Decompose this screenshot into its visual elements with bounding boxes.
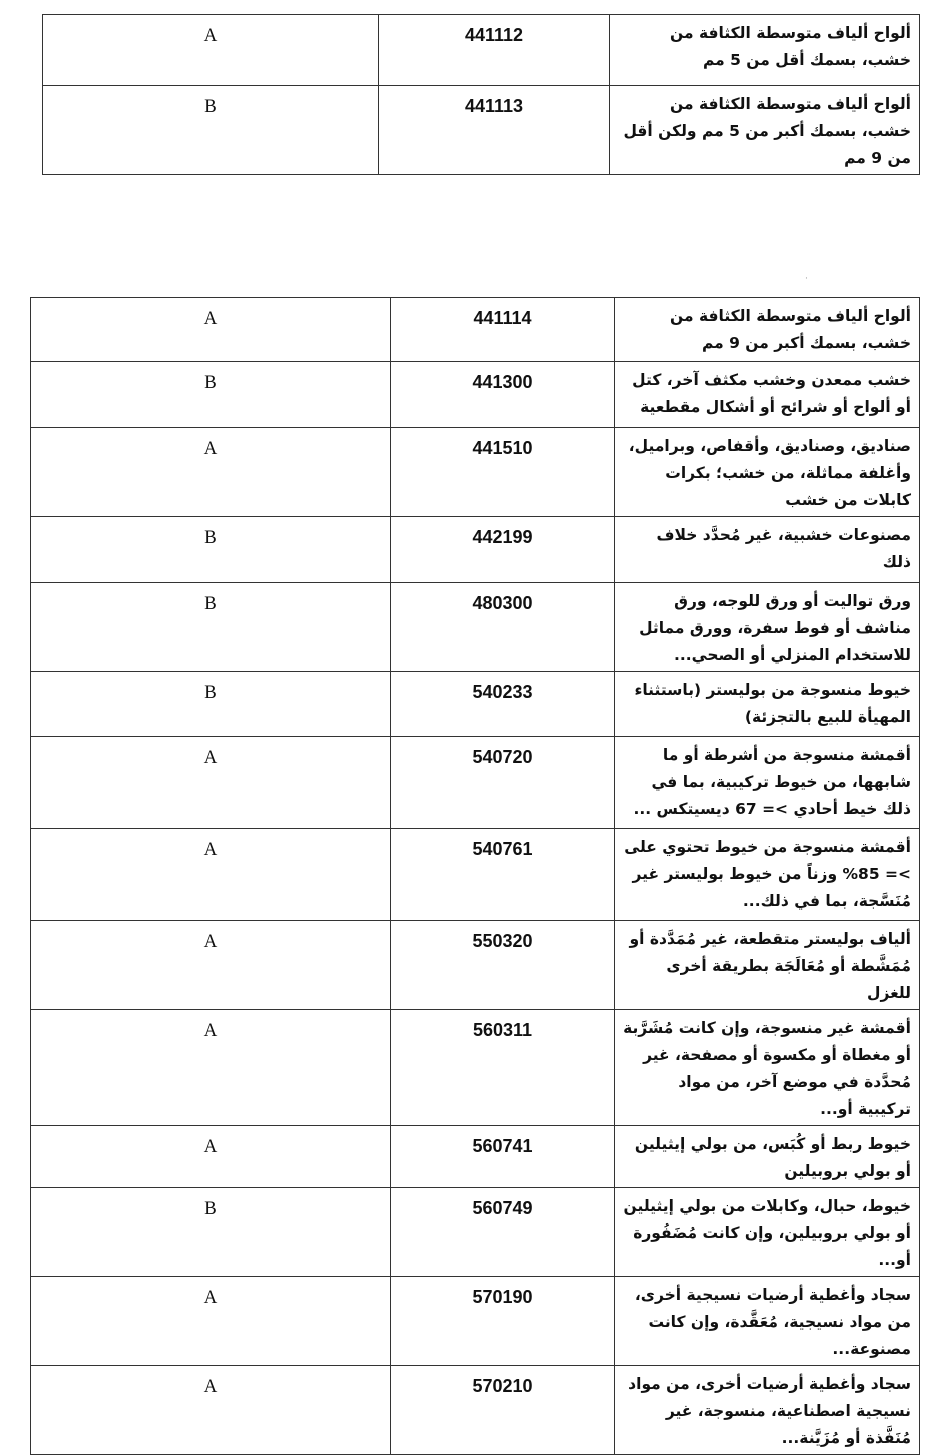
table-row [31,1277,920,1366]
hs-code-cell: 560311 [391,1010,615,1126]
description-cell: أقمشة غير منسوجة، وإن كانت مُشَرَّبة أو مغطاة أو مكسوة أو مصفحة، غير مُحدَّدة في موضع آخر، من مواد تركيبية أو... [615,1010,920,1126]
table-row [31,1188,920,1277]
hs-code-cell: 441300 [391,362,615,428]
category-cell: A [31,1277,391,1366]
hs-code-cell: 442199 [391,517,615,583]
table-row [31,517,920,583]
hs-code-cell: 540233 [391,672,615,737]
category-cell: A [31,298,391,362]
hs-code-cell: 540761 [391,829,615,921]
table-row [43,86,920,175]
hs-code-cell: 560749 [391,1188,615,1277]
category-cell: B [31,517,391,583]
table-row [31,1010,920,1126]
hs-code-cell: 441114 [391,298,615,362]
description-cell: ألواح ألياف متوسطة الكثافة من خشب، بسمك أكبر من 9 مم [615,298,920,362]
category-cell: A [31,921,391,1010]
hs-code-cell: 560741 [391,1126,615,1188]
hs-code-cell: 480300 [391,583,615,672]
category-cell: B [31,362,391,428]
tariff-table-main [30,297,920,1455]
description-cell: صناديق، وصناديق، وأقفاص، وبراميل، وأغلفة مماثلة، من خشب؛ بكرات كابلات من خشب [615,428,920,517]
category-cell: A [31,428,391,517]
category-cell: A [31,1126,391,1188]
category-cell: A [31,829,391,921]
description-cell: ورق تواليت أو ورق للوجه، ورق مناشف أو فوط سفرة، وورق مماثل للاستخدام المنزلي أو الصحي... [615,583,920,672]
table-row [31,362,920,428]
description-cell: أقمشة منسوجة من أشرطة أو ما شابهها، من خيوط تركيبية، بما في ذلك خيط أحادي >= 67 ديسيتكس ... [615,737,920,829]
description-cell: ألواح ألياف متوسطة الكثافة من خشب، بسمك أكبر من 5 مم ولكن أقل من 9 مم [610,86,920,175]
description-cell: أقمشة منسوجة من خيوط تحتوي على >= 85% وزناً من خيوط بوليستر غير مُنَسَّجة، بما في ذلك... [615,829,920,921]
table-row [31,921,920,1010]
category-cell: B [31,583,391,672]
table-row [31,672,920,737]
category-cell: B [31,672,391,737]
hs-code-cell: 540720 [391,737,615,829]
description-cell: خيوط ربط أو كُبَس، من بولي إيثيلين أو بولي بروبيلين [615,1126,920,1188]
category-cell: B [43,86,379,175]
table-row [31,829,920,921]
description-cell: سجاد وأغطية أرضيات نسيجية أخرى، من مواد نسيجية، مُعَقَّدة، وإن كانت مصنوعة... [615,1277,920,1366]
table-row [31,1126,920,1188]
description-cell: خيوط منسوجة من بوليستر (باستثناء المهيأة للبيع بالتجزئة) [615,672,920,737]
category-cell: B [31,1188,391,1277]
description-cell: ألياف بوليستر متقطعة، غير مُمَدَّدة أو مُمَشَّطة أو مُعَالَجَة بطريقة أخرى للغزل [615,921,920,1010]
description-cell: خيوط، حبال، وكابلات من بولي إيثيلين أو بولي بروبيلين، وإن كانت مُضَفُورة أو... [615,1188,920,1277]
description-cell: ألواح ألياف متوسطة الكثافة من خشب، بسمك أقل من 5 مم [610,15,920,86]
hs-code-cell: 441113 [379,86,610,175]
hs-code-cell: 441510 [391,428,615,517]
table-row [31,1366,920,1455]
description-cell: خشب ممعدن وخشب مكثف آخر، كتل أو ألواح أو شرائح أو أشكال مقطعية [615,362,920,428]
hs-code-cell: 550320 [391,921,615,1010]
table-row [31,583,920,672]
description-cell: مصنوعات خشبية، غير مُحدَّد خلاف ذلك [615,517,920,583]
table-row [31,428,920,517]
scan-speck: · [805,274,808,284]
hs-code-cell: 570190 [391,1277,615,1366]
hs-code-cell: 570210 [391,1366,615,1455]
category-cell: A [43,15,379,86]
table-row [31,298,920,362]
category-cell: A [31,1010,391,1126]
hs-code-cell: 441112 [379,15,610,86]
tariff-table-top [42,14,920,175]
category-cell: A [31,737,391,829]
table-row [43,15,920,86]
description-cell: سجاد وأغطية أرضيات أخرى، من مواد نسيجية اصطناعية، منسوجة، غير مُنَفَّذة أو مُزَيَّنة... [615,1366,920,1455]
category-cell: A [31,1366,391,1455]
table-row [31,737,920,829]
